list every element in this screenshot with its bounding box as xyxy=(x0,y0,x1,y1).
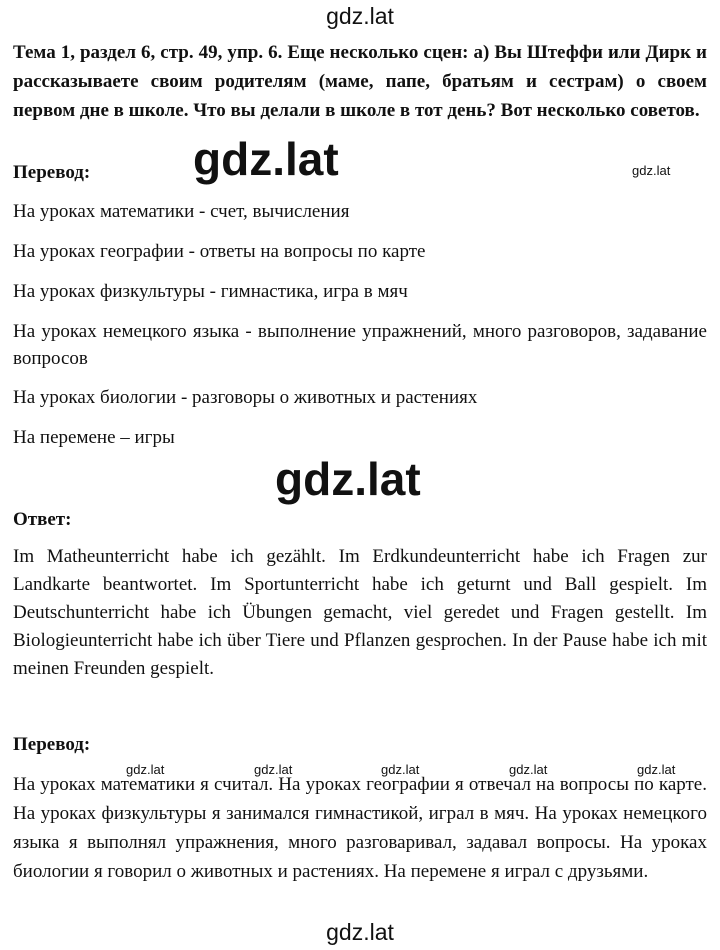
tip-line: На уроках немецкого языка - выполнение упражнений, много разговоров, задавание вопросов xyxy=(13,321,707,369)
answer-heading: Ответ: xyxy=(13,509,72,530)
watermark-small: gdz.lat xyxy=(509,762,548,777)
tip-line: На уроках географии - ответы на вопросы по карте xyxy=(13,241,426,262)
watermark-small: gdz.lat xyxy=(637,762,676,777)
translation-heading: Перевод: xyxy=(13,162,91,183)
task-title: Тема 1, раздел 6, стр. 49, упр. 6. Еще несколько сцен: а) Вы Штеффи или Дирк и рассказываете своим родителям (маме, папе, братьям и сестрам) о своем первом дне в школе. Что вы делали в школе в тот день? Вот несколько советов. xyxy=(13,42,707,121)
tip-line: На уроках биологии - разговоры о животных и растениях xyxy=(13,387,478,408)
watermark-large: gdz.lat xyxy=(193,133,339,185)
watermark-small: gdz.lat xyxy=(126,762,165,777)
tip-line: На уроках физкультуры - гимнастика, игра в мяч xyxy=(13,281,408,302)
watermark-small: gdz.lat xyxy=(254,762,293,777)
answer-translation-heading: Перевод: xyxy=(13,734,91,755)
watermark-top: gdz.lat xyxy=(326,3,394,29)
answer-text: Im Matheunterricht habe ich gezählt. Im Erdkundeunterricht habe ich Fragen zur Landkarte beantwortet. Im Sportunterricht habe ich geturnt und Ball gespielt. Im Deutschunterricht habe ich Übungen gemacht, viel geredet und Fragen gestellt. Im Biologieunterricht habe ich über Tiere und Pflanzen gesprochen. In der Pause habe ich mit meinen Freunden gespielt. xyxy=(13,546,707,679)
watermark-bottom: gdz.lat xyxy=(326,919,394,945)
tip-line: На уроках математики - счет, вычисления xyxy=(13,201,350,222)
watermark-small: gdz.lat xyxy=(381,762,420,777)
tip-line: На перемене – игры xyxy=(13,427,175,448)
watermark-small: gdz.lat xyxy=(632,163,671,178)
answer-translation-text: На уроках математики я считал. На уроках географии я отвечал на вопросы по карте. На уроках физкультуры я занимался гимнастикой, играл в мяч. На уроках немецкого языка я выполнял упражнения, много разговаривал, задавал вопросы. На уроках биологии я говорил о животных и растениях. На перемене я играл с друзьями. xyxy=(13,774,707,882)
watermark-large: gdz.lat xyxy=(275,453,421,505)
